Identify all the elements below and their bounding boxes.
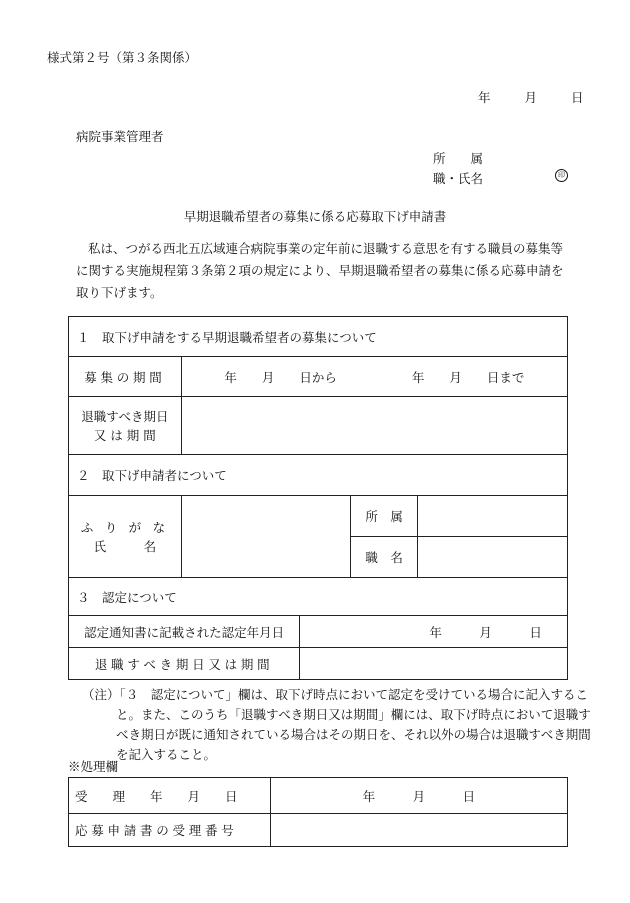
retirement-date-label-line2: 又 は 期 間 [93,427,156,443]
cert-retirement-label: 退職すべき期日又は期間 [69,648,300,680]
received-date-label: 受 理 年 月 日 [69,778,271,814]
seal-mark: 印 [555,169,568,182]
application-number-label: 応募申請書の受理番号 [69,814,271,847]
header-month: 月 [524,90,537,105]
processing-table [68,777,568,847]
addressee: 病院事業管理者 [76,129,164,144]
affiliation-field[interactable] [418,496,568,537]
certification-date-field[interactable]: 年 月 日 [300,616,568,648]
section3-heading: ３ 認定について [69,578,568,616]
retirement-date-field[interactable] [181,397,567,455]
form-number: 様式第２号（第３条関係） [47,50,198,65]
cert-retirement-field[interactable] [300,648,568,680]
applicant-name-label: 職・氏名 [433,171,484,186]
document-title: 早期退職希望者の募集に係る応募取下げ申請書 [183,209,447,224]
retirement-date-label-line1: 退職すべき期日 [81,408,169,424]
processing-heading: ※処理欄 [68,759,119,774]
body-text: 私は、つがる西北五広域連合病院事業の定年前に退職する意思を有する職員の募集等に関する実施規程第３条第２項の規定により、早期退職希望者の募集に係る応募申請を取り下げます。 [76,241,564,300]
header-year: 年 [478,90,491,105]
application-table [68,316,568,680]
applicant-affiliation-label: 所 属 [433,151,484,166]
furigana-name-label [69,496,182,578]
name-field[interactable] [181,496,350,578]
section1-heading: １ 取下げ申請をする早期退職希望者の募集について [69,317,568,357]
header-day: 日 [570,90,584,105]
received-date-field[interactable]: 年 月 日 [270,778,567,814]
application-number-field[interactable] [270,814,567,847]
position-field[interactable] [418,537,568,578]
certification-date-label: 認定通知書に記載された認定年月日 [69,616,300,648]
affiliation-label: 所 属 [351,496,418,537]
header-date [478,88,583,106]
recruitment-period-field[interactable]: 年 月 日から 年 月 日まで [181,357,567,397]
section2-heading: ２ 取下げ申請者について [69,455,568,496]
recruitment-period-label: 募集の期間 [69,357,182,397]
note-text: （注）「３ 認定について」欄は、取下げ時点において認定を受けている場合に記入すること。また、このうち「退職すべき期日又は期間」欄には、取下げ時点において退職すべき期日が既に通知されている場合はその期日を、それ以外の場合は退職すべき期間を記入すること。 [82,687,591,762]
name-label: 氏 名 [93,538,157,554]
position-label: 職 名 [351,537,418,578]
retirement-date-label [69,397,182,455]
furigana-label: ふ り が な [80,519,169,535]
